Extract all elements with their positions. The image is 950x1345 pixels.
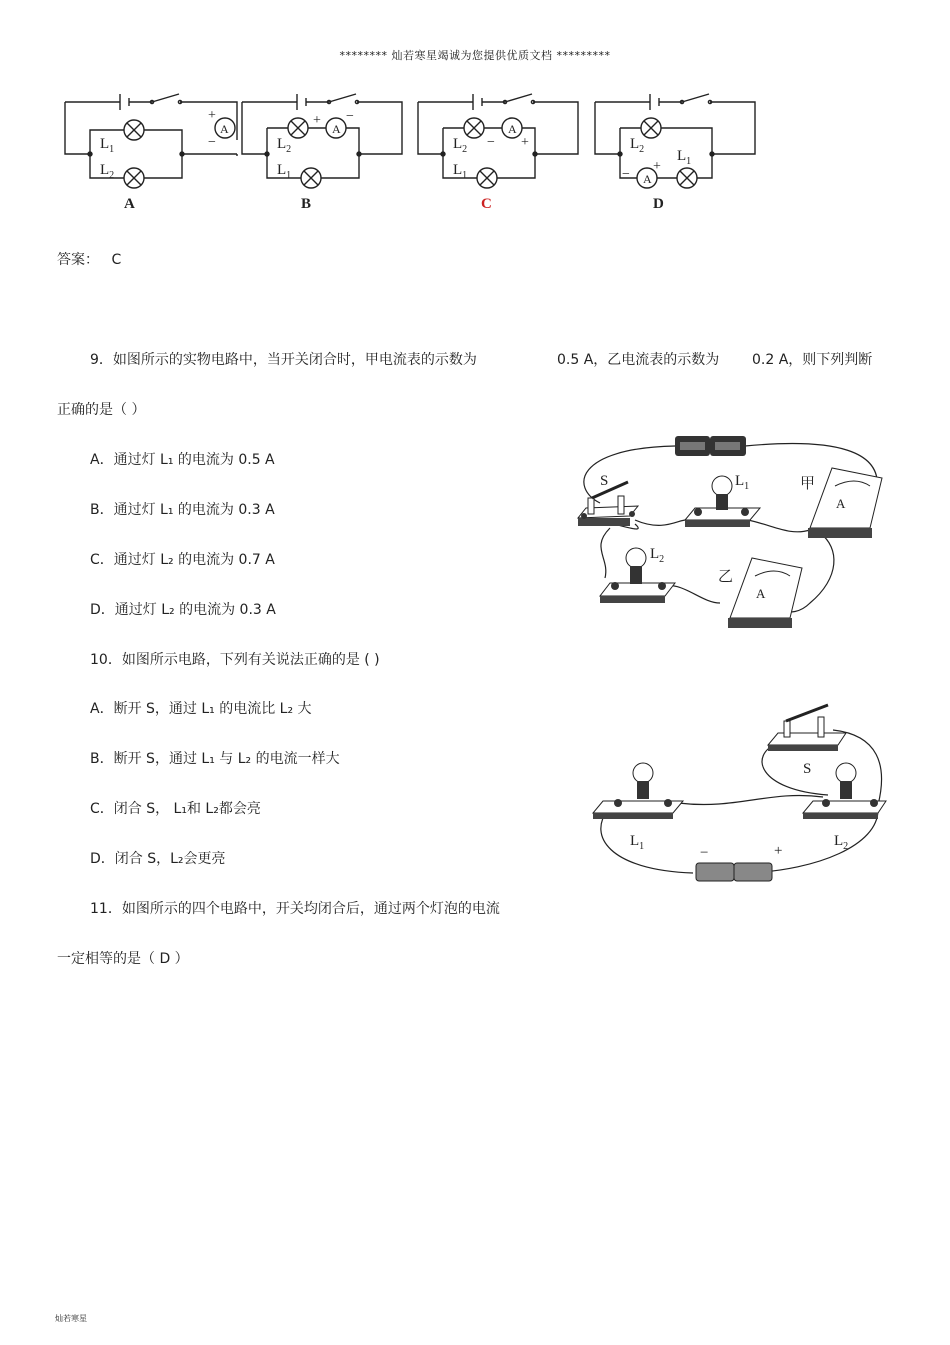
caption-c: C [481,196,492,212]
svg-text:L2 [650,546,664,565]
label-l2: L [453,136,463,152]
plus-c: + [521,135,529,150]
q9-option-a: A．通过灯 L₁ 的电流为 0.5 A [90,452,275,468]
ammeter-a: A [220,122,229,136]
ammeter-b: A [332,122,341,136]
label-l2-sub: 2 [462,144,468,155]
circuit-d [595,94,755,188]
label-l2: L [650,546,660,562]
q9-option-d: D．通过灯 L₂ 的电流为 0.3 A [90,602,276,618]
q11-line1: 11．如图所示的四个电路中，开关均闭合后，通过两个灯泡的电流 [90,901,500,917]
q9-line1-b: 0.5 A，乙电流表的示数为 [557,352,720,368]
q9-physical-circuit-figure [570,428,890,633]
label-l1: L [677,148,687,164]
q9-line2: 正确的是（ ） [57,402,146,418]
label-l2: L [277,136,287,152]
label-l1: L [735,473,745,489]
ammeter-c: A [508,122,517,136]
q9-option-c: C．通过灯 L₂ 的电流为 0.7 A [90,552,275,568]
q9-line1-a: 9．如图所示的实物电路中，当开关闭合时，甲电流表的示数为 [90,352,477,368]
label-l1: L [277,162,287,178]
label-l1-sub: 1 [462,170,468,181]
label-s: S [600,473,609,489]
q10-option-a: A．断开 S，通过 L₁ 的电流比 L₂ 大 [90,701,312,717]
label-l1-sub: 1 [744,481,750,492]
label-l2-sub: 2 [109,170,115,181]
q10-line1: 10．如图所示电路，下列有关说法正确的是 ( ) [90,652,380,668]
switch-icon [768,705,846,751]
plus-b: + [313,113,321,128]
q10-physical-circuit-figure [588,695,888,885]
label-l1: L [453,162,463,178]
circuit-c [418,94,578,188]
label-l2: L [100,162,110,178]
plus-a: + [208,108,216,123]
label-jia: 甲 [800,476,816,492]
caption-d: D [653,196,664,212]
svg-text:L2 [453,136,467,155]
minus-a: − [208,135,216,150]
meter-a-yi: A [756,586,766,601]
label-l1-sub: 1 [286,170,292,181]
minus-c: − [487,135,495,150]
battery-icon [696,863,772,881]
label-l1-sub: 1 [686,156,692,167]
caption-b: B [301,196,312,212]
ammeter-d: A [643,172,652,186]
minus-d: − [622,167,630,182]
label-l2-sub: 2 [843,841,849,852]
answer-value: C [111,252,122,268]
q9-option-b: B．通过灯 L₁ 的电流为 0.3 A [90,502,275,518]
svg-text:L2 [834,833,848,852]
battery-icon [675,436,746,456]
circuit-b [242,94,402,188]
label-l2-sub: 2 [659,554,665,565]
label-yi: 乙 [718,569,734,585]
q10-option-c: C．闭合 S， L₁和 L₂都会亮 [90,801,261,817]
answer-label: 答案： [57,252,99,268]
meter-a-jia: A [836,496,846,511]
label-l2: L [834,833,844,849]
label-l1-sub: 1 [639,841,645,852]
page-header: ******** 灿若寒星竭诚为您提供优质文档 ********* [339,49,611,62]
label-l2: L [630,136,640,152]
svg-text:L2 [630,136,644,155]
q10-option-b: B．断开 S，通过 L₁ 与 L₂ 的电流一样大 [90,751,340,767]
svg-text:L1 [677,148,691,167]
bulb-l2-icon [803,763,886,819]
label-l1-sub: 1 [109,144,115,155]
svg-text:L1 [630,833,644,852]
svg-text:L1 [735,473,749,492]
label-l1: L [630,833,640,849]
battery-minus: − [700,845,709,861]
q10-option-d: D．闭合 S，L₂会更亮 [90,851,226,867]
label-l2-sub: 2 [286,144,292,155]
bulb-l1-icon [593,763,683,819]
label-s: S [803,761,812,777]
label-l1: L [100,136,110,152]
svg-text:L1 [100,136,114,155]
minus-b: − [346,109,354,124]
q9-line1-c: 0.2 A，则下列判断 [752,352,873,368]
page-footer: 灿若寒星 [55,1314,87,1323]
label-l2-sub: 2 [639,144,645,155]
caption-a: A [124,196,135,212]
battery-plus: + [774,843,783,859]
svg-text:L2 [277,136,291,155]
answer-line [57,249,121,269]
plus-d: + [653,159,661,174]
q11-line2: 一定相等的是（ D ） [57,951,189,967]
